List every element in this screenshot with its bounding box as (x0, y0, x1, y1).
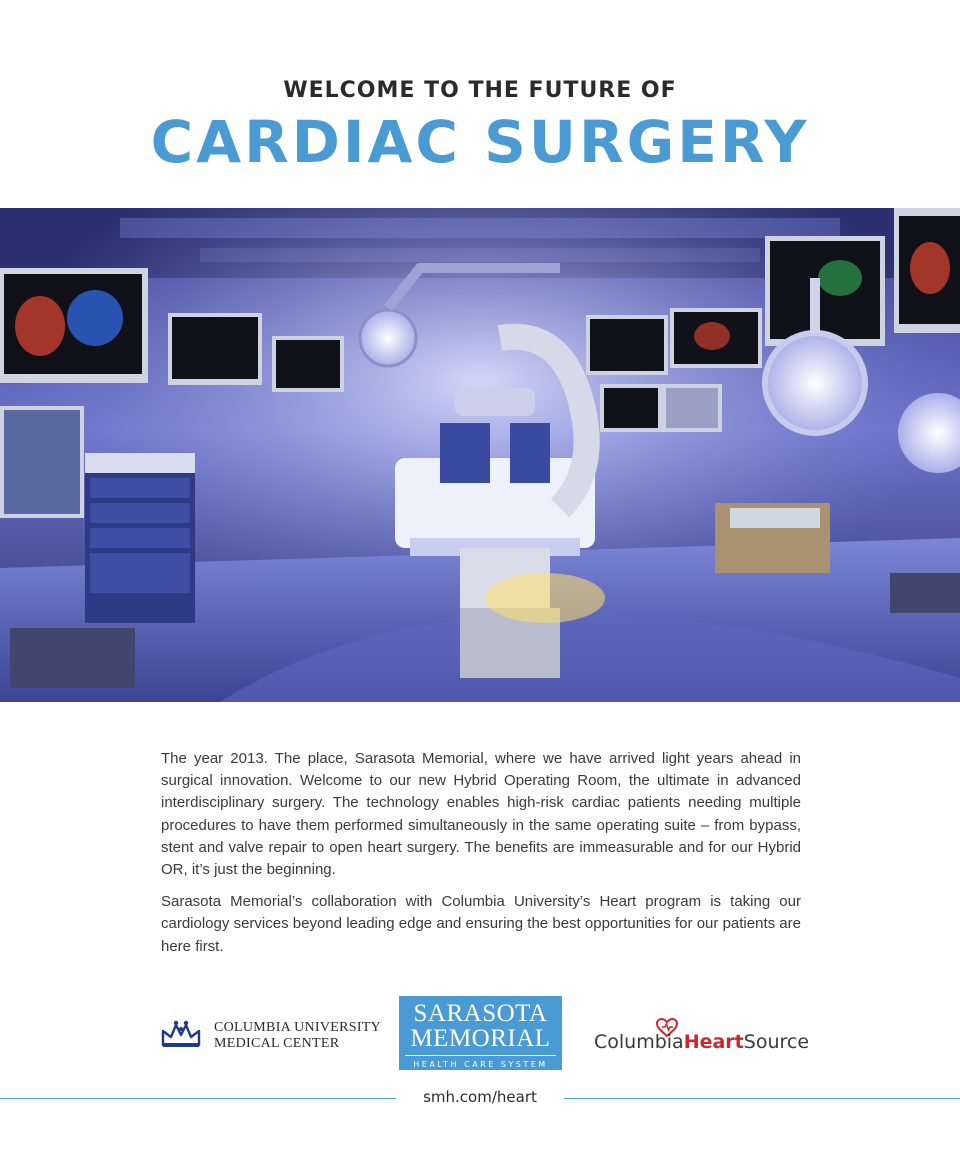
columbia-logo-line-2: MEDICAL CENTER (214, 1036, 340, 1051)
operating-room-photo (0, 208, 960, 702)
body-copy (161, 748, 801, 968)
sarasota-logo-line-2: MEMORIAL (410, 1025, 551, 1052)
sarasota-logo-line-3: HEALTH CARE SYSTEM (405, 1055, 556, 1069)
footer-url[interactable]: smh.com/heart (423, 1088, 537, 1106)
headline-kicker: WELCOME TO THE FUTURE OF (283, 78, 677, 103)
heartsource-part-heart: Heart (683, 1031, 744, 1053)
body-paragraph-1: The year 2013. The place, Sarasota Memorial, where we have arrived light years ahead in surgical innovation. Welcome to our new Hybrid Operating Room, the ultimate in advanced interdisciplinary surgery. The technology enables high-risk cardiac patients needing multiple procedures to have them performed simultaneously in the same operating suite – from bypass, stent and valve repair to open heart surgery. The benefits are immeasurable and for our Hybrid OR, it’s just the beginning. (161, 750, 801, 879)
body-paragraph-2: Sarasota Memorial’s collaboration with Columbia University’s Heart program is taking our cardiology services beyond leading edge and ensuring the best opportunities for our patients are here first. (161, 893, 801, 955)
heartsource-part-source: Source (743, 1031, 810, 1053)
columbia-heartsource-logo (594, 1018, 810, 1058)
columbia-logo-line-1: COLUMBIA UNIVERSITY (214, 1020, 382, 1035)
footer-rule-left (0, 1098, 396, 1099)
footer-rule-right (564, 1098, 960, 1099)
sarasota-logo-line-1: SARASOTA (413, 1000, 548, 1027)
heartsource-wordmark (594, 1031, 809, 1053)
headline-main: CARDIAC SURGERY (150, 108, 810, 176)
crown-icon (160, 1019, 202, 1049)
sarasota-memorial-logo (399, 996, 562, 1070)
heartsource-part-columbia: Columbia (594, 1031, 684, 1053)
columbia-university-medical-center-logo (160, 1017, 380, 1057)
